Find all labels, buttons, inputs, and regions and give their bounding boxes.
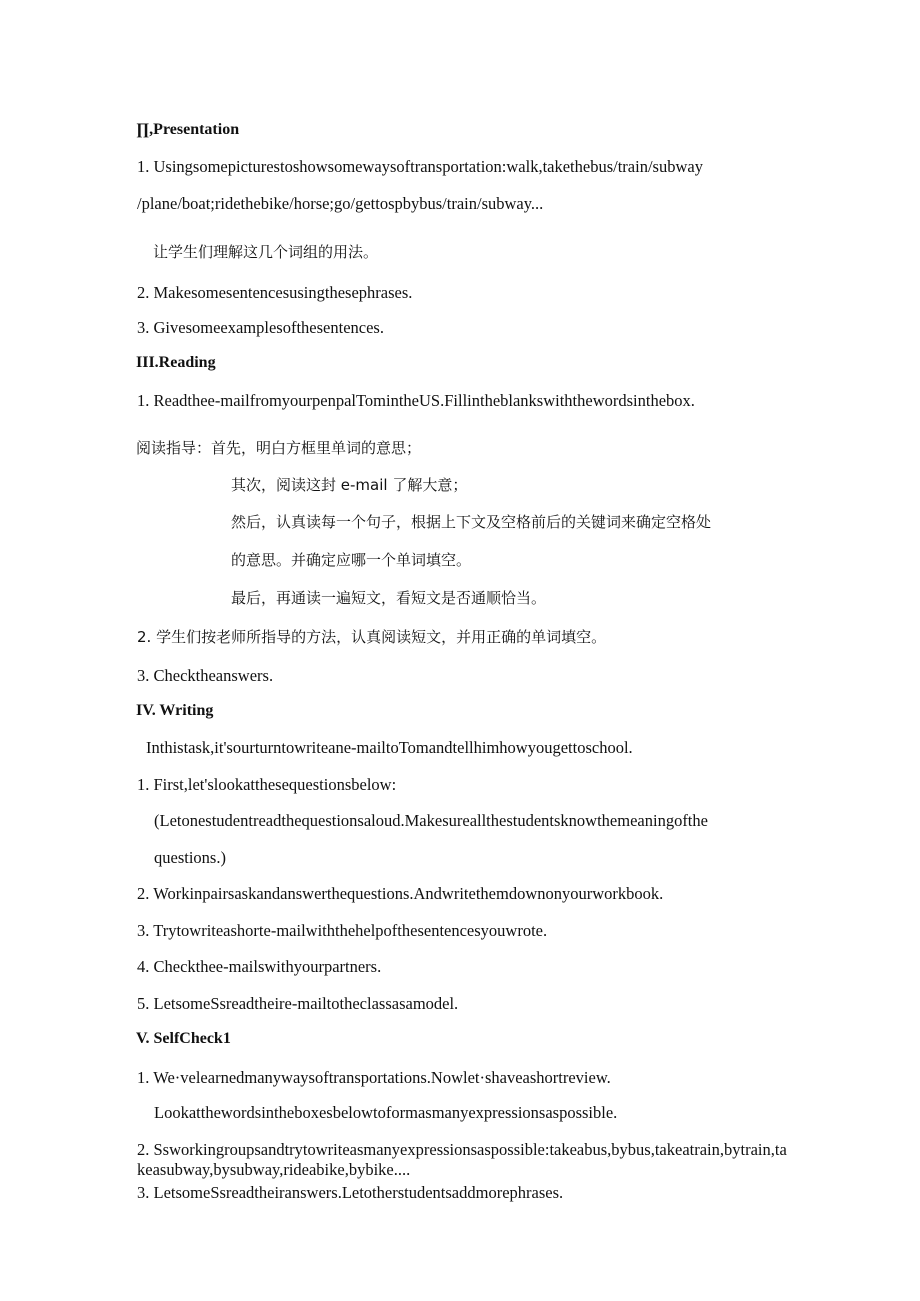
- reading-heading: III.Reading: [136, 354, 216, 371]
- writing-item-4: 4. Checkthee-mailswithyourpartners.: [137, 957, 382, 976]
- presentation-item-1: 1. Usingsomepicturestoshowsomewaysoftransportation:walk,takethebus/train/subway: [137, 157, 703, 176]
- reading-item-1: 1. Readthee-mailfromyourpenpalTomintheUS.Fillintheblankswiththewordsinthebox.: [137, 391, 695, 410]
- writing-item-3: 3. Trytowriteashorte-mailwiththehelpofthesentencesyouwrote.: [137, 921, 548, 940]
- presentation-heading: ∏,Presentation: [136, 121, 240, 138]
- reading-guide-4: 最后，再通读一遍短文，看短文是否通顺恰当。: [231, 589, 547, 607]
- selfcheck-item-2: 2. Ssworkingroupsandtrytowriteasmanyexpressionsaspossible:takeabus,bybus,takeatrain,bytrain,takeasubway,bysubway,rideabike,bybike....: [137, 1140, 787, 1179]
- writing-intro: Inthistask,it'sourturntowriteane-mailtoTomandtellhimhowyougettoschool.: [146, 738, 633, 757]
- reading-guide-3-cont: 的意思。并确定应哪一个单词填空。: [231, 551, 472, 569]
- selfcheck-item-1: 1. We·velearnedmanywaysoftransportations.Nowlet·shaveashortreview.: [137, 1068, 611, 1087]
- presentation-item-1-cont: /plane/boat;ridethebike/horse;go/gettospbybus/train/subway...: [137, 194, 544, 213]
- writing-item-1-note: (Letonestudentreadthequestionsaloud.Makesureallthestudentsknowthemeaningofthe: [154, 811, 708, 830]
- reading-guide-2: 其次，阅读这封 e-mail 了解大意；: [231, 476, 468, 494]
- selfcheck-heading: V. SelfCheck1: [136, 1030, 231, 1047]
- reading-guide-3: 然后，认真读每一个句子，根据上下文及空格前后的关键词来确定空格处: [231, 513, 712, 531]
- writing-item-5: 5. LetsomeSsreadtheire-mailtotheclassasamodel.: [137, 994, 459, 1013]
- selfcheck-item-1-cont: Lookatthewordsintheboxesbelowtoformasmanyexpressionsaspossible.: [154, 1103, 618, 1122]
- writing-item-1: 1. First,let'slookatthesequestionsbelow:: [137, 775, 397, 794]
- presentation-item-3: 3. Givesomeexamplesofthesentences.: [137, 318, 384, 337]
- reading-item-3: 3. Checktheanswers.: [137, 666, 274, 685]
- reading-item-2: 2. 学生们按老师所指导的方法，认真阅读短文，并用正确的单词填空。: [137, 628, 607, 646]
- writing-heading: IV. Writing: [136, 702, 214, 719]
- selfcheck-item-3: 3. LetsomeSsreadtheiranswers.Letotherstudentsaddmorephrases.: [137, 1183, 564, 1202]
- presentation-note: 让学生们理解这几个词组的用法。: [153, 243, 379, 261]
- presentation-item-2: 2. Makesomesentencesusingthesephrases.: [137, 283, 413, 302]
- writing-item-1-note-cont: questions.): [154, 848, 226, 867]
- writing-item-2: 2. Workinpairsaskandanswerthequestions.Andwritethemdownonyourworkbook.: [137, 884, 664, 903]
- reading-guide: 阅读指导：首先，明白方框里单词的意思；: [136, 439, 422, 457]
